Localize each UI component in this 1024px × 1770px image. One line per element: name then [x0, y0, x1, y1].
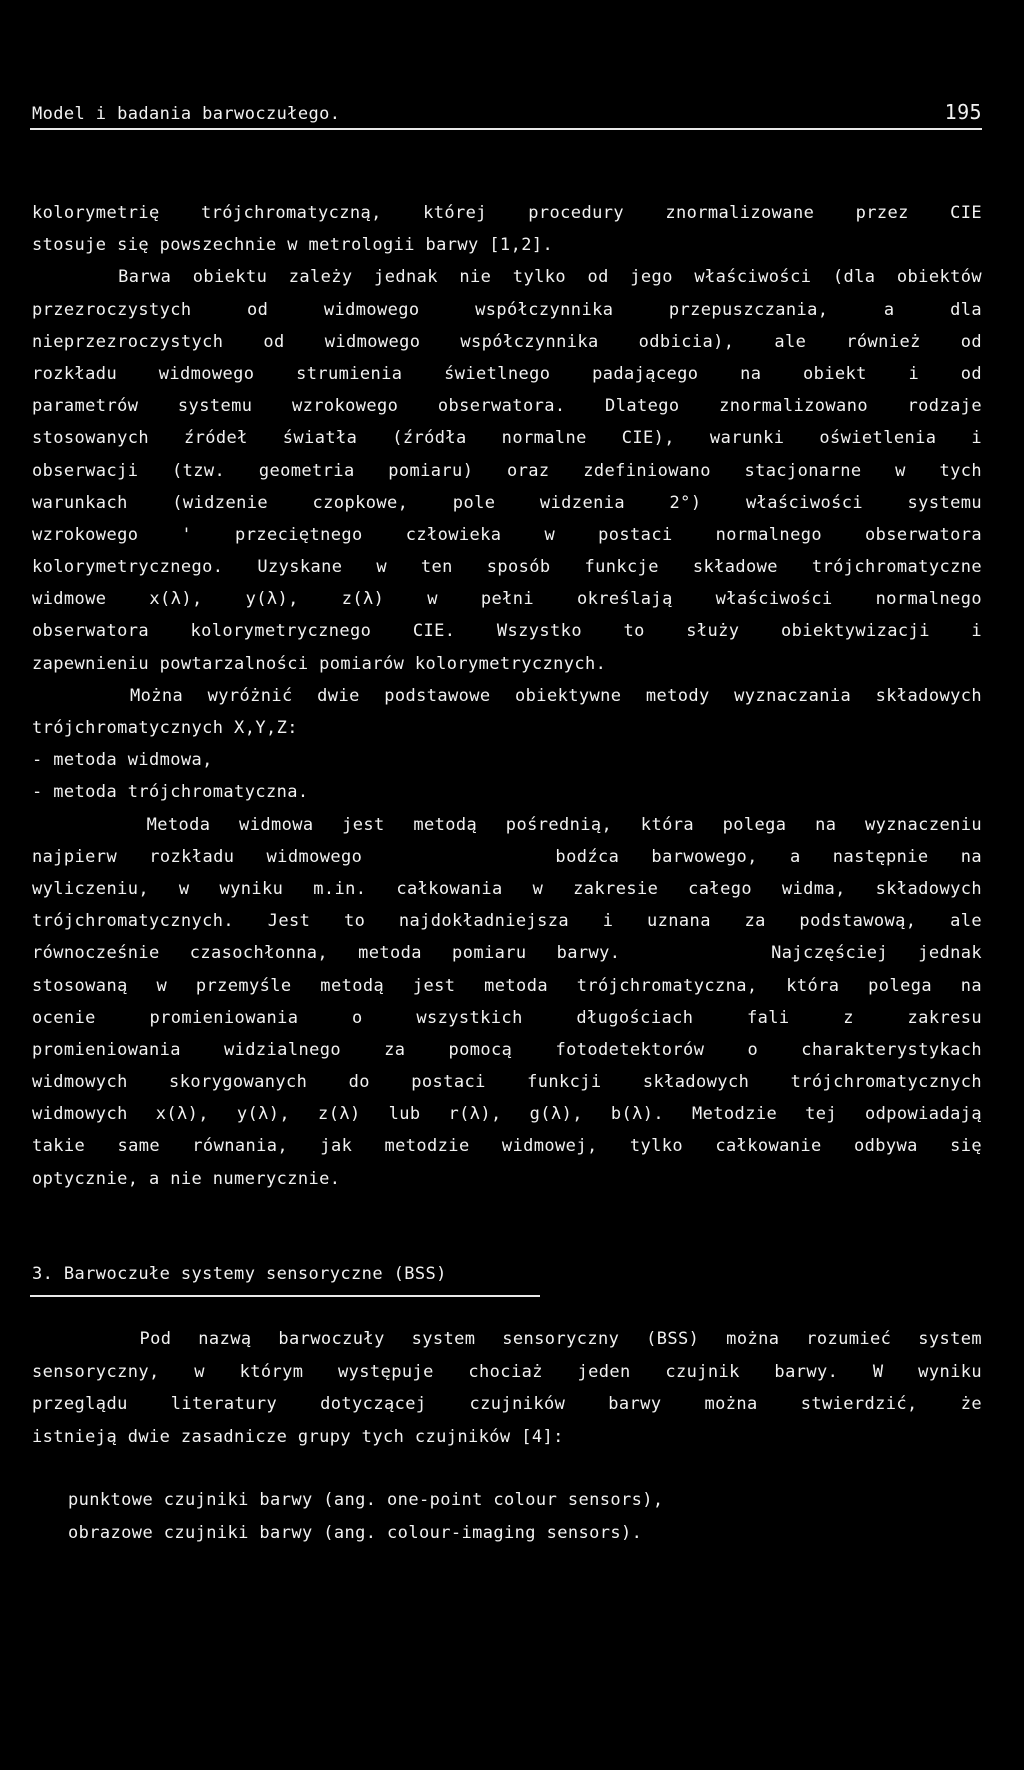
text-line: stosowanych źródeł światła (źródła normalne CIE), warunki oświetlenia i: [32, 428, 982, 449]
text-line: - metoda trójchromatyczna.: [32, 782, 309, 803]
text-line: przeglądu literatury dotyczącej czujników barwy można stwierdzić, że: [32, 1394, 982, 1415]
text-line: Metoda widmowa jest metodą pośrednią, która polega na wyznaczeniu: [32, 814, 982, 835]
text-line: kolorymetrycznego. Uzyskane w ten sposób funkcje składowe trójchromatyczne: [32, 557, 982, 578]
sensor-types-list: [68, 1484, 968, 1550]
section-body-text: [32, 1323, 982, 1453]
body-text: [32, 197, 982, 1195]
running-title: Model i badania barwoczułego.: [32, 104, 341, 124]
text-line: rozkładu widmowego strumienia świetlnego padającego na obiekt i od: [32, 363, 982, 384]
text-line: trójchromatycznych. Jest to najdokładniejsza i uznana za podstawową, ale: [32, 911, 982, 932]
page-header: [32, 100, 982, 124]
text-line: wyliczeniu, w wyniku m.in. całkowania w zakresie całego widma, składowych: [32, 878, 982, 899]
text-line: istnieją dwie zasadnicze grupy tych czujników [4]:: [32, 1426, 564, 1447]
list-item: punktowe czujniki barwy (ang. one-point colour sensors),: [68, 1490, 664, 1510]
text-line: Barwa obiektu zależy jednak nie tylko od jego właściwości (dla obiektów: [32, 267, 982, 288]
text-line: ocenie promieniowania o wszystkich długościach fali z zakresu: [32, 1007, 982, 1028]
section-title: 3. Barwoczułe systemy sensoryczne (BSS): [32, 1264, 447, 1284]
section-rule: [30, 1295, 540, 1297]
list-item: obrazowe czujniki barwy (ang. colour-imaging sensors).: [68, 1523, 643, 1543]
text-line: przezroczystych od widmowego współczynnika przepuszczania, a dla: [32, 299, 982, 320]
text-line: stosuje się powszechnie w metrologii barwy [1,2].: [32, 235, 554, 256]
page-number: 195: [944, 100, 982, 124]
text-line: stosowaną w przemyśle metodą jest metoda trójchromatyczna, która polega na: [32, 975, 982, 996]
text-line: warunkach (widzenie czopkowe, pole widzenia 2°) właściwości systemu: [32, 492, 982, 513]
text-line: - metoda widmowa,: [32, 750, 213, 771]
header-rule: [30, 128, 982, 130]
text-line: zapewnieniu powtarzalności pomiarów kolorymetrycznych.: [32, 653, 607, 674]
text-line: wzrokowego ' przeciętnego człowieka w postaci normalnego obserwatora: [32, 524, 982, 545]
text-line: sensoryczny, w którym występuje chociaż jeden czujnik barwy. W wyniku: [32, 1361, 982, 1382]
text-line: widmowych x(λ), y(λ), z(λ) lub r(λ), g(λ), b(λ). Metodzie tej odpowiadają: [32, 1104, 982, 1125]
text-line: trójchromatycznych X,Y,Z:: [32, 718, 298, 738]
text-line: Można wyróżnić dwie podstawowe obiektywne metody wyznaczania składowych: [32, 685, 982, 706]
text-line: najpierw rozkładu widmowego bodźca barwowego, a następnie na: [32, 846, 982, 867]
text-line: widmowych skorygowanych do postaci funkcji składowych trójchromatycznych: [32, 1072, 982, 1093]
text-line: promieniowania widzialnego za pomocą fotodetektorów o charakterystykach: [32, 1039, 982, 1060]
text-line: optycznie, a nie numerycznie.: [32, 1168, 341, 1189]
text-line: obserwatora kolorymetrycznego CIE. Wszystko to służy obiektywizacji i: [32, 621, 982, 642]
text-line: widmowe x(λ), y(λ), z(λ) w pełni określają właściwości normalnego: [32, 589, 982, 610]
text-line: równocześnie czasochłonna, metoda pomiaru barwy. Najczęściej jednak: [32, 943, 982, 964]
text-line: nieprzezroczystych od widmowego współczynnika odbicia), ale również od: [32, 331, 982, 352]
text-line: takie same równania, jak metodzie widmowej, tylko całkowanie odbywa się: [32, 1136, 982, 1157]
text-line: obserwacji (tzw. geometria pomiaru) oraz zdefiniowano stacjonarne w tych: [32, 460, 982, 481]
text-line: parametrów systemu wzrokowego obserwatora. Dlatego znormalizowano rodzaje: [32, 396, 982, 417]
text-line: Pod nazwą barwoczuły system sensoryczny (BSS) można rozumieć system: [32, 1329, 982, 1349]
section-heading-block: [32, 1258, 982, 1290]
text-line: kolorymetrię trójchromatyczną, której procedury znormalizowane przez CIE: [32, 203, 982, 223]
